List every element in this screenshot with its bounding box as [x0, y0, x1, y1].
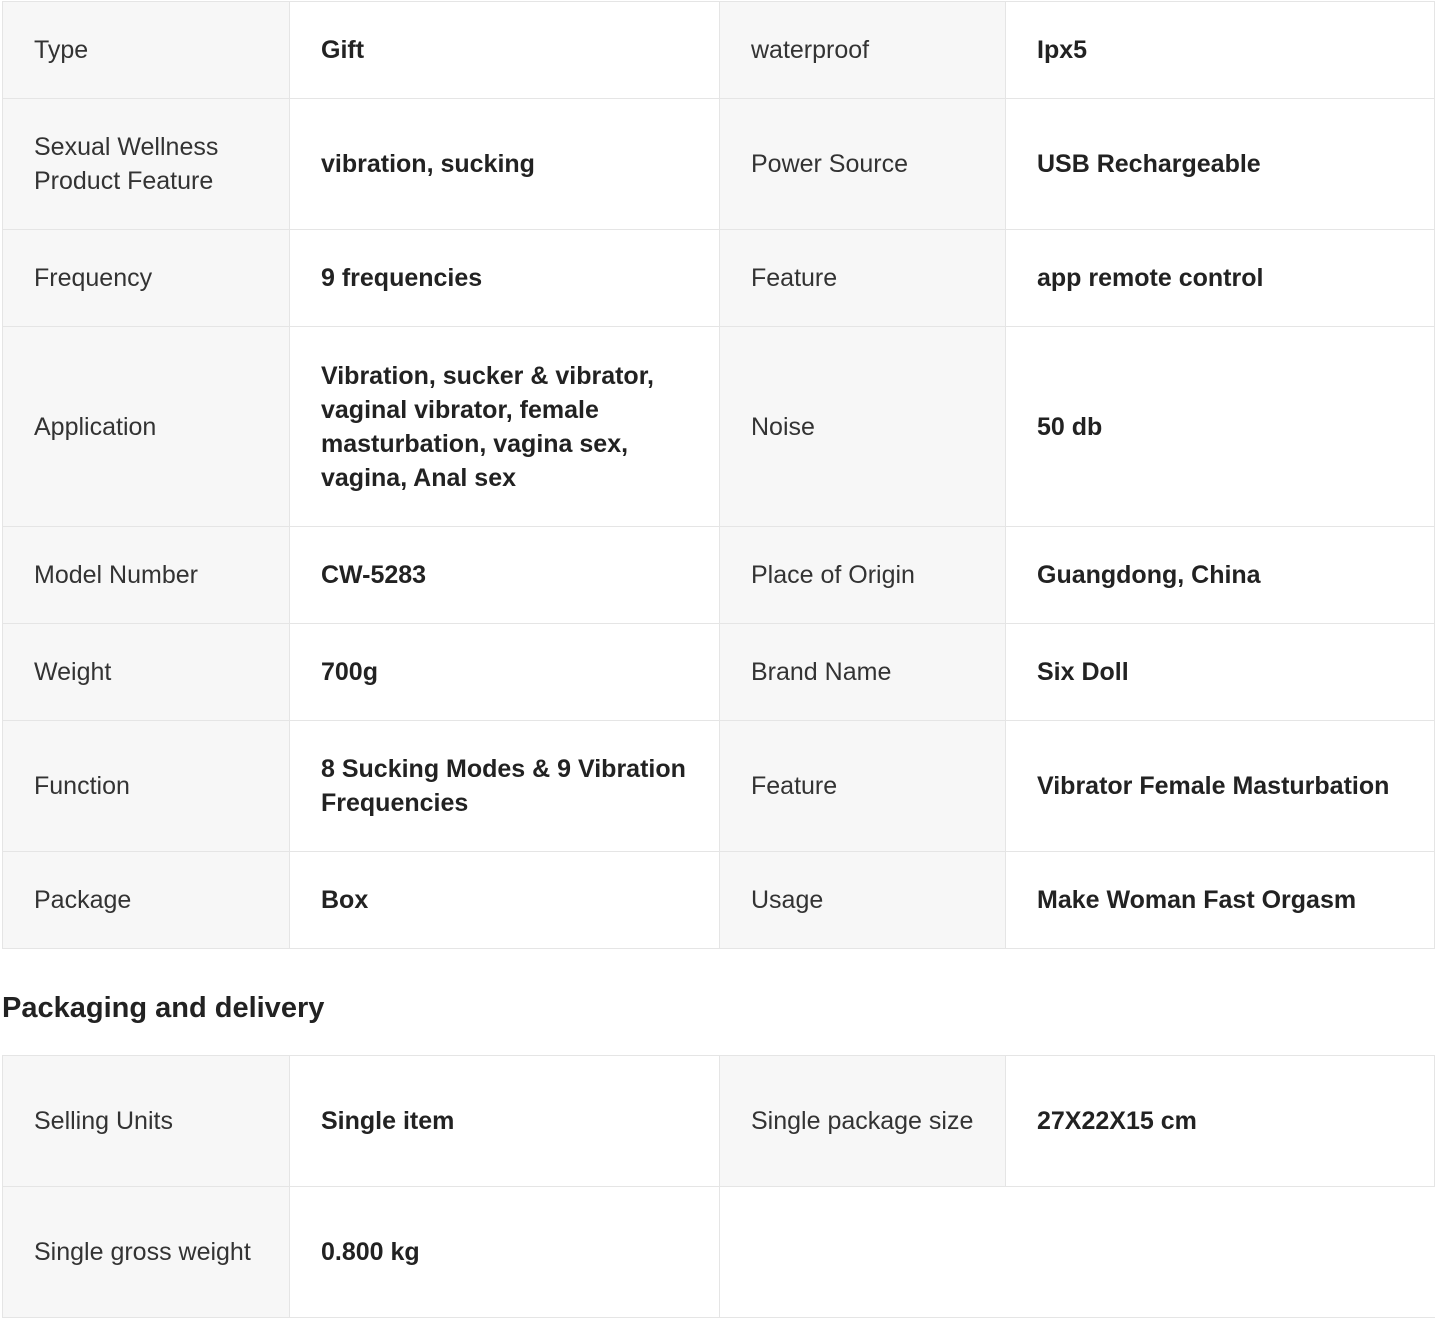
attribute-value: 27X22X15 cm — [1006, 1056, 1435, 1187]
attribute-name: Single gross weight — [3, 1187, 290, 1318]
attribute-value: CW-5283 — [290, 527, 720, 624]
attribute-name: Usage — [720, 852, 1006, 949]
attribute-name: Place of Origin — [720, 527, 1006, 624]
attribute-name: Noise — [720, 327, 1006, 527]
attribute-value: app remote control — [1006, 230, 1435, 327]
attribute-name: waterproof — [720, 2, 1006, 99]
attribute-value: Guangdong, China — [1006, 527, 1435, 624]
attribute-name: Function — [3, 721, 290, 852]
packaging-delivery-table — [2, 1055, 1435, 1318]
attribute-name: Feature — [720, 721, 1006, 852]
attribute-value: 8 Sucking Modes & 9 Vibration Frequencies — [290, 721, 720, 852]
key-attributes-table — [2, 1, 1435, 949]
empty-cell — [720, 1187, 1006, 1318]
attribute-name: Package — [3, 852, 290, 949]
attribute-value: 0.800 kg — [290, 1187, 720, 1318]
attribute-value: Gift — [290, 2, 720, 99]
attribute-value: Make Woman Fast Orgasm — [1006, 852, 1435, 949]
table-row — [3, 527, 1435, 624]
attribute-name: Type — [3, 2, 290, 99]
table-row — [3, 624, 1435, 721]
attribute-name: Power Source — [720, 99, 1006, 230]
attribute-name: Model Number — [3, 527, 290, 624]
packaging-delivery-heading: Packaging and delivery — [2, 992, 325, 1024]
attribute-value: Single item — [290, 1056, 720, 1187]
table-row — [3, 1056, 1435, 1187]
table-row — [3, 2, 1435, 99]
table-row — [3, 99, 1435, 230]
attribute-name: Single package size — [720, 1056, 1006, 1187]
attribute-name: Frequency — [3, 230, 290, 327]
attribute-value: 700g — [290, 624, 720, 721]
table-row — [3, 327, 1435, 527]
attribute-value: Vibrator Female Masturbation — [1006, 721, 1435, 852]
attribute-value: 9 frequencies — [290, 230, 720, 327]
attribute-name: Weight — [3, 624, 290, 721]
attribute-value: Box — [290, 852, 720, 949]
attribute-value: USB Rechargeable — [1006, 99, 1435, 230]
attribute-name: Application — [3, 327, 290, 527]
table-row — [3, 230, 1435, 327]
attribute-value: Vibration, sucker & vibrator, vaginal vibrator, female masturbation, vagina sex, vagina, Anal sex — [290, 327, 720, 527]
attribute-name: Selling Units — [3, 1056, 290, 1187]
table-row — [3, 852, 1435, 949]
attribute-value: Ipx5 — [1006, 2, 1435, 99]
empty-cell — [1006, 1187, 1435, 1318]
attribute-value: vibration, sucking — [290, 99, 720, 230]
attribute-name: Feature — [720, 230, 1006, 327]
attribute-name: Sexual Wellness Product Feature — [3, 99, 290, 230]
table-row — [3, 721, 1435, 852]
attribute-name: Brand Name — [720, 624, 1006, 721]
attribute-value: Six Doll — [1006, 624, 1435, 721]
attribute-value: 50 db — [1006, 327, 1435, 527]
table-row — [3, 1187, 1435, 1318]
